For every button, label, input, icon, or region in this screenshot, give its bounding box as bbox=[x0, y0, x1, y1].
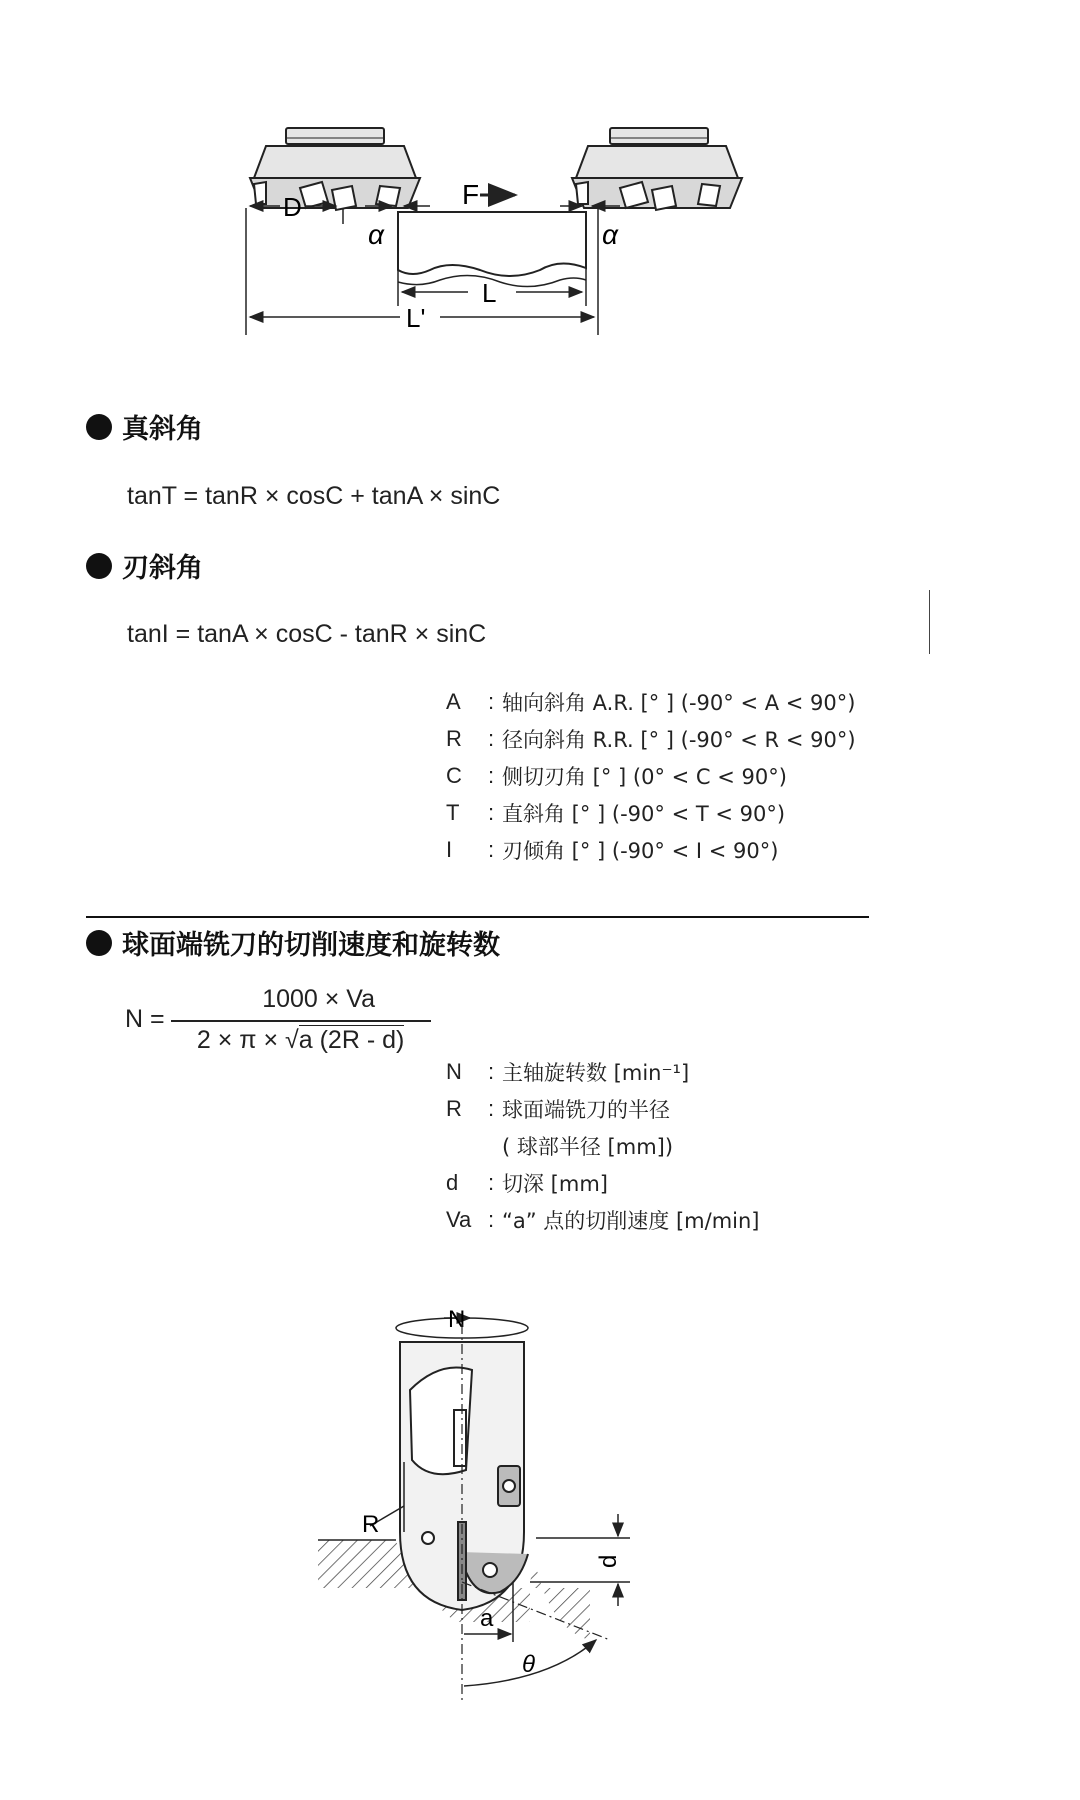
section-title: 球面端铣刀的切削速度和旋转数 bbox=[122, 930, 500, 961]
angle-theta-label: θ bbox=[522, 1651, 536, 1678]
alpha-right-label: α bbox=[602, 219, 618, 250]
radius-R-label: R bbox=[362, 1511, 380, 1538]
legend-row: ( 球部半径 [mm]) bbox=[502, 1134, 674, 1159]
formula-lhs: N = bbox=[125, 1005, 165, 1034]
formula-inclination: tanI = tanA × cosC - tanR × sinC bbox=[127, 620, 487, 648]
ball-end-mill-diagram bbox=[300, 1300, 720, 1700]
legend-row: Va : “a” 点的切削速度 [m/min] bbox=[446, 1206, 760, 1233]
dimension-L-label: L bbox=[482, 278, 497, 308]
spindle-speed-formula bbox=[125, 985, 431, 1055]
section-heading-true-rake bbox=[86, 407, 203, 446]
depth-d-label: d bbox=[595, 1554, 622, 1568]
bullet-icon bbox=[86, 414, 112, 440]
legend-row: N : 主轴旋转数 [min⁻¹] bbox=[446, 1058, 690, 1085]
distance-a-label: a bbox=[480, 1605, 494, 1632]
end-mill-body-graphic bbox=[400, 1342, 528, 1610]
angle-legend bbox=[446, 683, 856, 868]
bullet-icon bbox=[86, 553, 112, 579]
bullet-icon bbox=[86, 930, 112, 956]
legend-row: C : 侧切刃角 [° ] (0° < C < 90°) bbox=[446, 762, 787, 789]
dimension-D-label: D bbox=[283, 192, 302, 222]
left-cutter-graphic bbox=[250, 128, 420, 210]
section-divider bbox=[86, 916, 869, 918]
section-heading-inclination bbox=[86, 546, 203, 585]
legend-row: d : 切深 [mm] bbox=[446, 1169, 608, 1196]
feed-label: F bbox=[462, 179, 480, 210]
right-cutter-graphic bbox=[572, 128, 742, 210]
rotation-N-label: N bbox=[448, 1306, 466, 1333]
section-title: 真斜角 bbox=[122, 414, 203, 445]
legend-row: R : 球面端铣刀的半径 bbox=[446, 1095, 670, 1122]
formula-true-rake: tanT = tanR × cosC + tanA × sinC bbox=[127, 482, 501, 510]
alpha-left-label: α bbox=[368, 219, 384, 250]
legend-row: A : 轴向斜角 A.R. [° ] (-90° < A < 90°) bbox=[446, 688, 856, 715]
face-mill-feed-diagram bbox=[240, 120, 760, 340]
speed-legend bbox=[446, 1053, 760, 1238]
legend-row: I : 刃倾角 [° ] (-90° < I < 90°) bbox=[446, 836, 779, 863]
vertical-divider bbox=[929, 590, 930, 654]
legend-row: T : 直斜角 [° ] (-90° < T < 90°) bbox=[446, 799, 786, 826]
formula-numerator: 1000 × Va bbox=[262, 985, 376, 1013]
section-title: 刃斜角 bbox=[122, 553, 203, 584]
dimension-Lprime-label: L' bbox=[406, 303, 426, 333]
section-heading-ball-end-mill bbox=[86, 923, 500, 962]
legend-row: R : 径向斜角 R.R. [° ] (-90° < R < 90°) bbox=[446, 725, 856, 752]
formula-denominator: 2 × π × √a (2R - d) bbox=[196, 1025, 405, 1054]
workpiece-graphic bbox=[398, 212, 586, 276]
